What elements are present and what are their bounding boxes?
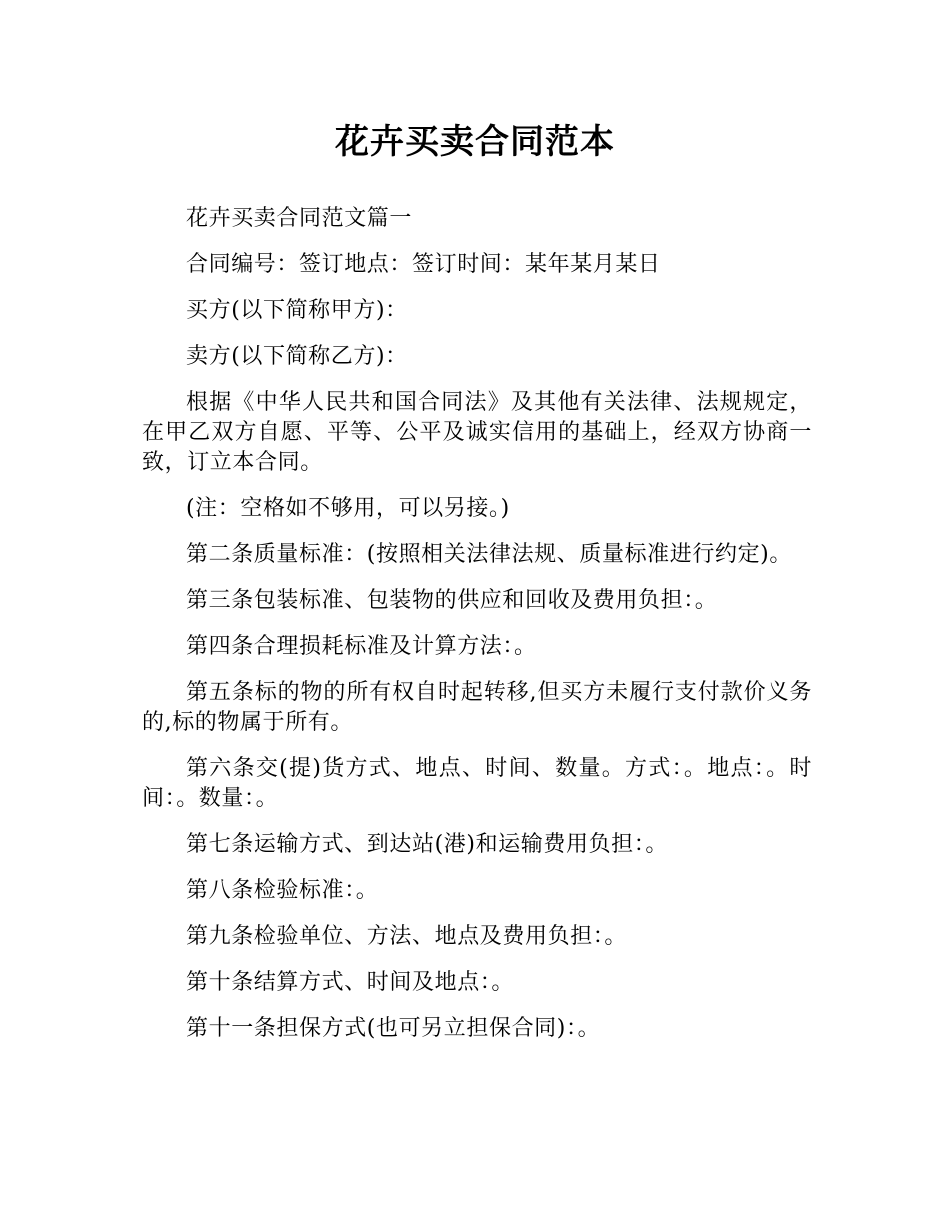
paragraph-article-3: 第三条包装标准、包装物的供应和回收及费用负担：。 [186,588,718,613]
paragraph-article-6: 第六条交(提)货方式、地点、时间、数量。方式：。地点：。时间：。数量：。 [142,756,812,811]
paragraph-section-heading: 花卉买卖合同范文篇一 [186,206,413,231]
paragraph-article-7: 第七条运输方式、到达站(港)和运输费用负担：。 [186,832,668,857]
document-title: 花卉买卖合同范本 [335,122,615,162]
document-body [142,204,812,1060]
paragraph-article-9: 第九条检验单位、方法、地点及费用负担：。 [186,924,628,949]
paragraph-preamble: 根据《中华人民共和国合同法》及其他有关法律、法规规定，在甲乙双方自愿、平等、公平及诚实信用的基础上，经双方协商一致，订立本合同。 [142,390,812,475]
paragraph-buyer: 买方(以下简称甲方)： [186,298,408,323]
paragraph-article-11: 第十一条担保方式(也可另立担保合同)：。 [186,1016,601,1041]
paragraph-contract-info: 合同编号：签订地点：签订时间：某年某月某日 [186,252,661,277]
paragraph-article-8: 第八条检验标准：。 [186,878,379,903]
paragraph-article-2: 第二条质量标准：(按照相关法律法规、质量标准进行约定)。 [186,542,792,567]
paragraph-note: (注：空格如不够用，可以另接。) [186,496,510,521]
paragraph-article-10: 第十条结算方式、时间及地点：。 [186,970,515,995]
paragraph-seller: 卖方(以下简称乙方)： [186,344,408,369]
paragraph-article-5: 第五条标的物的所有权自时起转移,但买方未履行支付款价义务的,标的物属于所有。 [142,680,812,735]
paragraph-article-4: 第四条合理损耗标准及计算方法：。 [186,634,537,659]
